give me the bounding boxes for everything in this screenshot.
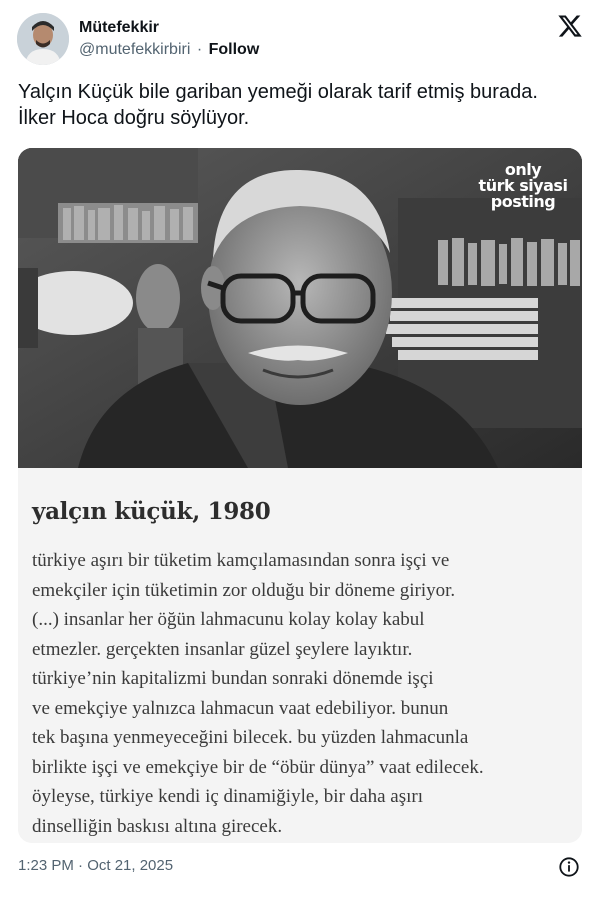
quote-line: öyleyse, türkiye kendi iç dinamiğiyle, bir daha aşırı bbox=[32, 786, 423, 807]
watermark-line: posting bbox=[490, 192, 556, 211]
tweet-text bbox=[18, 79, 584, 131]
x-logo-icon[interactable] bbox=[557, 13, 583, 39]
author-handle-row bbox=[79, 40, 259, 60]
quote-panel bbox=[18, 468, 582, 843]
quote-line: birlikte işçi ve emekçiye bir de “öbür dünya” vaat edilecek. bbox=[32, 756, 484, 778]
tweet-text-line: Yalçın Küçük bile gariban yemeği olarak tarif etmiş burada. bbox=[18, 81, 538, 103]
quote-body bbox=[32, 546, 572, 841]
author-name[interactable]: Mütefekkir bbox=[79, 19, 160, 36]
quote-title: yalçın küçük, 1980 bbox=[32, 498, 271, 525]
watermark-line: türk siyasi bbox=[478, 176, 568, 195]
handle-separator: · bbox=[196, 41, 203, 58]
author-handle[interactable]: @mutefekkirbiri bbox=[79, 41, 191, 58]
info-icon[interactable] bbox=[558, 856, 580, 878]
tweet-text-line: İlker Hoca doğru söylüyor. bbox=[18, 107, 250, 129]
tweet-media[interactable] bbox=[18, 148, 582, 843]
watermark bbox=[478, 162, 568, 210]
quote-line: dinselliğin baskısı altına girecek. bbox=[32, 815, 283, 837]
user-avatar-icon bbox=[17, 13, 69, 65]
follow-button[interactable]: Follow bbox=[208, 41, 260, 58]
quote-line: emekçiler için tüketimin zor olduğu bir döneme giriyor. bbox=[32, 579, 456, 601]
portrait-photo bbox=[18, 148, 582, 468]
quote-line: tek başına yenmeyeceğini bilecek. bu yüzden lahmacunla bbox=[32, 727, 469, 748]
quote-line: (...) insanlar her öğün lahmacunu kolay kolay kabul bbox=[32, 609, 425, 630]
quote-line: etmezler. gerçekten insanlar güzel şeylere layıktır. bbox=[32, 638, 413, 660]
tweet-timestamp[interactable]: 1:23 PM · Oct 21, 2025 bbox=[18, 857, 174, 874]
quote-line: türkiye’nin kapitalizmi bundan sonraki dönemde işçi bbox=[32, 668, 434, 689]
watermark-line: only bbox=[504, 160, 542, 179]
quote-line: türkiye aşırı bir tüketim kamçılamasından sonra işçi ve bbox=[32, 550, 450, 571]
avatar[interactable] bbox=[17, 13, 69, 65]
quote-line: ve emekçiye yalnızca lahmacun vaat edebiliyor. bunun bbox=[32, 697, 449, 719]
